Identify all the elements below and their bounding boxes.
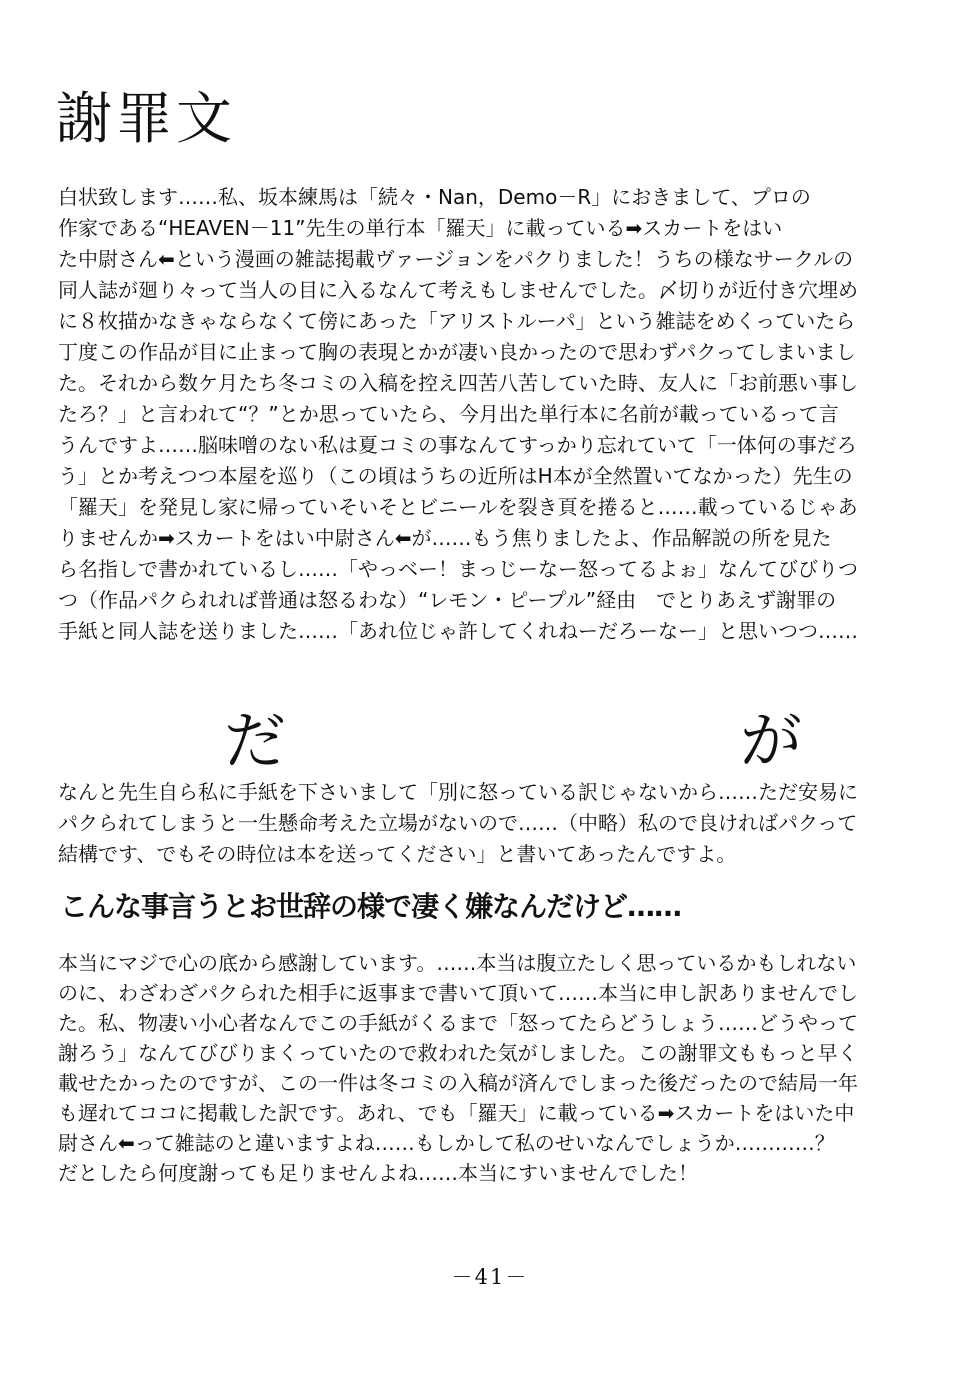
text-line: だとしたら何度謝っても足りませんよね……本当にすいませんでした！ (58, 1161, 698, 1185)
text-line: ら名指しで書かれているし……「やっベー！まっじーなー怒ってるよぉ」なんてびびりつ (58, 557, 858, 581)
emphasis-ga: が (740, 704, 803, 777)
subheading: こんな事言うとお世辞の様で凄く嫌なんだけど…… (60, 890, 682, 923)
text-line: りませんか➡スカートをはい中尉さん⬅が……もう焦りましたよ、作品解説の所を見た (58, 526, 832, 550)
text-line: た。それから数ケ月たち冬コミの入稿を控え四苦八苦していた時、友人に「お前悪い事し (58, 371, 858, 395)
page-number: －41－ (451, 1265, 529, 1289)
text-line: 丁度この作品が目に止まって胸の表現とかが凄い良かったので思わずパクってしまいまし (58, 340, 856, 364)
text-line: 本当にマジで心の底から感謝しています。……本当は腹立たしく思っているかもしれない (58, 951, 857, 975)
text-line: パクられてしまうと一生懸命考えた立場がないので……（中略）私ので良ければパクって (58, 811, 858, 835)
paragraph-confession (58, 182, 928, 647)
text-line: 載せたかったのですが、この一件は冬コミの入稿が済んでしまった後だったので結局一年 (58, 1071, 858, 1095)
text-line: た中尉さん⬅という漫画の雑誌掲載ヴァージョンをパクりました！うちの様なサークルの (58, 247, 854, 271)
text-line: 結構です、でもその時位は本を送ってください」と書いてあったんですよ。 (58, 842, 737, 866)
page-title: 謝罪文 (56, 87, 236, 152)
text-line: 謝ろう」なんてびびりまくっていたので救われた気がしました。この謝罪文ももっと早く (58, 1041, 858, 1065)
text-line: たろ？」と言われて“？”とか思っていたら、今月出た単行本に名前が載っているって言 (58, 402, 839, 426)
text-line: 手紙と同人誌を送りました……「あれ位じゃ許してくれねーだろーなー」と思いつつ…… (58, 619, 858, 643)
emphasis-da: だ (224, 704, 287, 777)
text-line: うんですよ……脳味噌のない私は夏コミの事なんてすっかり忘れていて「一体何の事だろ (58, 433, 857, 457)
text-line: に８枚描かなきゃならなくて傍にあった「アリストルーパ」という雑誌をめくっていたら (58, 309, 856, 333)
text-line: なんと先生自ら私に手紙を下さいまして「別に怒っている訳じゃないから……ただ安易に (58, 780, 858, 804)
text-line: 作家である“HEAVEN－11”先生の単行本「羅天」に載っている➡スカートをはい (58, 216, 783, 240)
text-line: 白状致します……私、坂本練馬は「続々・Nan，Demo－R」におきまして、プロの (58, 185, 811, 209)
text-line: う」とか考えつつ本屋を巡り（この頃はうちの近所はH本が全然置いてなかった）先生の (58, 464, 853, 488)
text-line: 同人誌が廻り々って当人の目に入るなんて考えもしませんでした。〆切りが近付き穴埋め (58, 278, 858, 302)
text-line: た。私、物凄い小心者なんでこの手紙がくるまで「怒ってたらどうしょう……どうやって (58, 1011, 858, 1035)
text-line: のに、わざわざパクられた相手に返事まで書いて頂いて……本当に申し訳ありませんでし (58, 981, 858, 1005)
text-line: つ（作品パクられれば普通は怒るわな）“レモン・ピープル”経由 でとりあえず謝罪の (58, 588, 837, 612)
text-line: も遅れてココに掲載した訳です。あれ、でも「羅天」に載っている➡スカートをはいた中 (58, 1101, 855, 1125)
text-line: 尉さん⬅って雑誌のと違いますよね……もしかして私のせいなんでしょうか…………？ (58, 1131, 835, 1155)
text-line: 「羅天」を発見し家に帰っていそいそとビニールを裂き頁を捲ると……載っているじゃあ (58, 495, 858, 519)
paragraph-letter (58, 777, 928, 870)
paragraph-thanks (58, 948, 928, 1188)
